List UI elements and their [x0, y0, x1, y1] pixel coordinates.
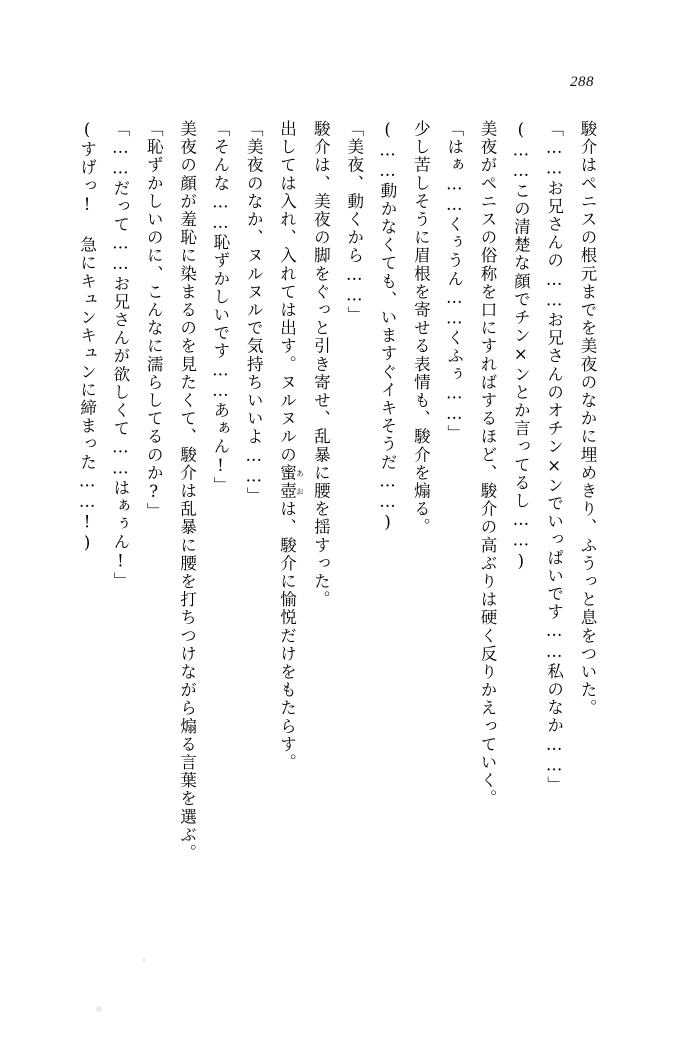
paragraph-line: (……この清楚な顔でチン×ンとか言ってるし……): [511, 120, 531, 572]
paragraph-line: 美夜がペニスの俗称を口にすればするほど、駿介の高ぶりは硬く反りかえっていく。: [478, 120, 498, 808]
paragraph-line: 少し苦しそうに眉根を寄せる表情も、駿介を煽る。: [411, 120, 431, 537]
ruby-reading: あお: [295, 463, 305, 501]
paragraph-line: 美夜の顔が羞恥に染まるのを見たくて、駿介は乱暴に腰を打ちつけながら煽る言葉を選ぶ。: [177, 120, 197, 863]
paragraph-line: 「恥ずかしいのに、こんなに濡らしてるのか?」: [144, 120, 164, 521]
paragraph-line: 「……だって……お兄さんが欲しくて……はぁぅん!」: [110, 120, 130, 590]
paragraph-line: 「美夜のなか、ヌルヌルで気持ちいいよ……」: [244, 120, 264, 506]
paragraph-line: 「はぁ……くぅうん……くふぅ……」: [444, 120, 464, 443]
vertical-body-text: [64, 120, 604, 950]
page-number: 288: [570, 74, 594, 90]
paper-smudge: [96, 1006, 102, 1012]
paper-smudge: [142, 958, 146, 962]
paragraph-line: 駿介は、美夜の脚をぐっと引き寄せ、乱暴に腰を揺すった。: [311, 120, 331, 609]
paragraph-line: 「美夜、動くから……」: [344, 120, 364, 325]
paragraph-line: (……動かなくても、いますぐイキそうだ……): [378, 120, 398, 534]
paragraph-line: (すげっ! 急にキュンキュンに締まった……!): [77, 120, 97, 554]
paragraph-line: 駿介はペニスの根元までを美夜のなかに埋めきり、ふうっと息をついた。: [578, 120, 597, 718]
paragraph-line: 「……お兄さんの……お兄さんのオチン×ンでいっぱいです……私のなか……」: [544, 120, 564, 795]
paragraph-line: 出しては入れ、入れては出す。ヌルヌルの蜜壺 あおは、駿介に愉悦だけをもたらす。: [277, 120, 305, 772]
ruby-annotated-word: 蜜壺 あお: [277, 463, 305, 501]
paragraph-line: 「そんな……恥ずかしいです……あぁん!」: [210, 120, 230, 495]
